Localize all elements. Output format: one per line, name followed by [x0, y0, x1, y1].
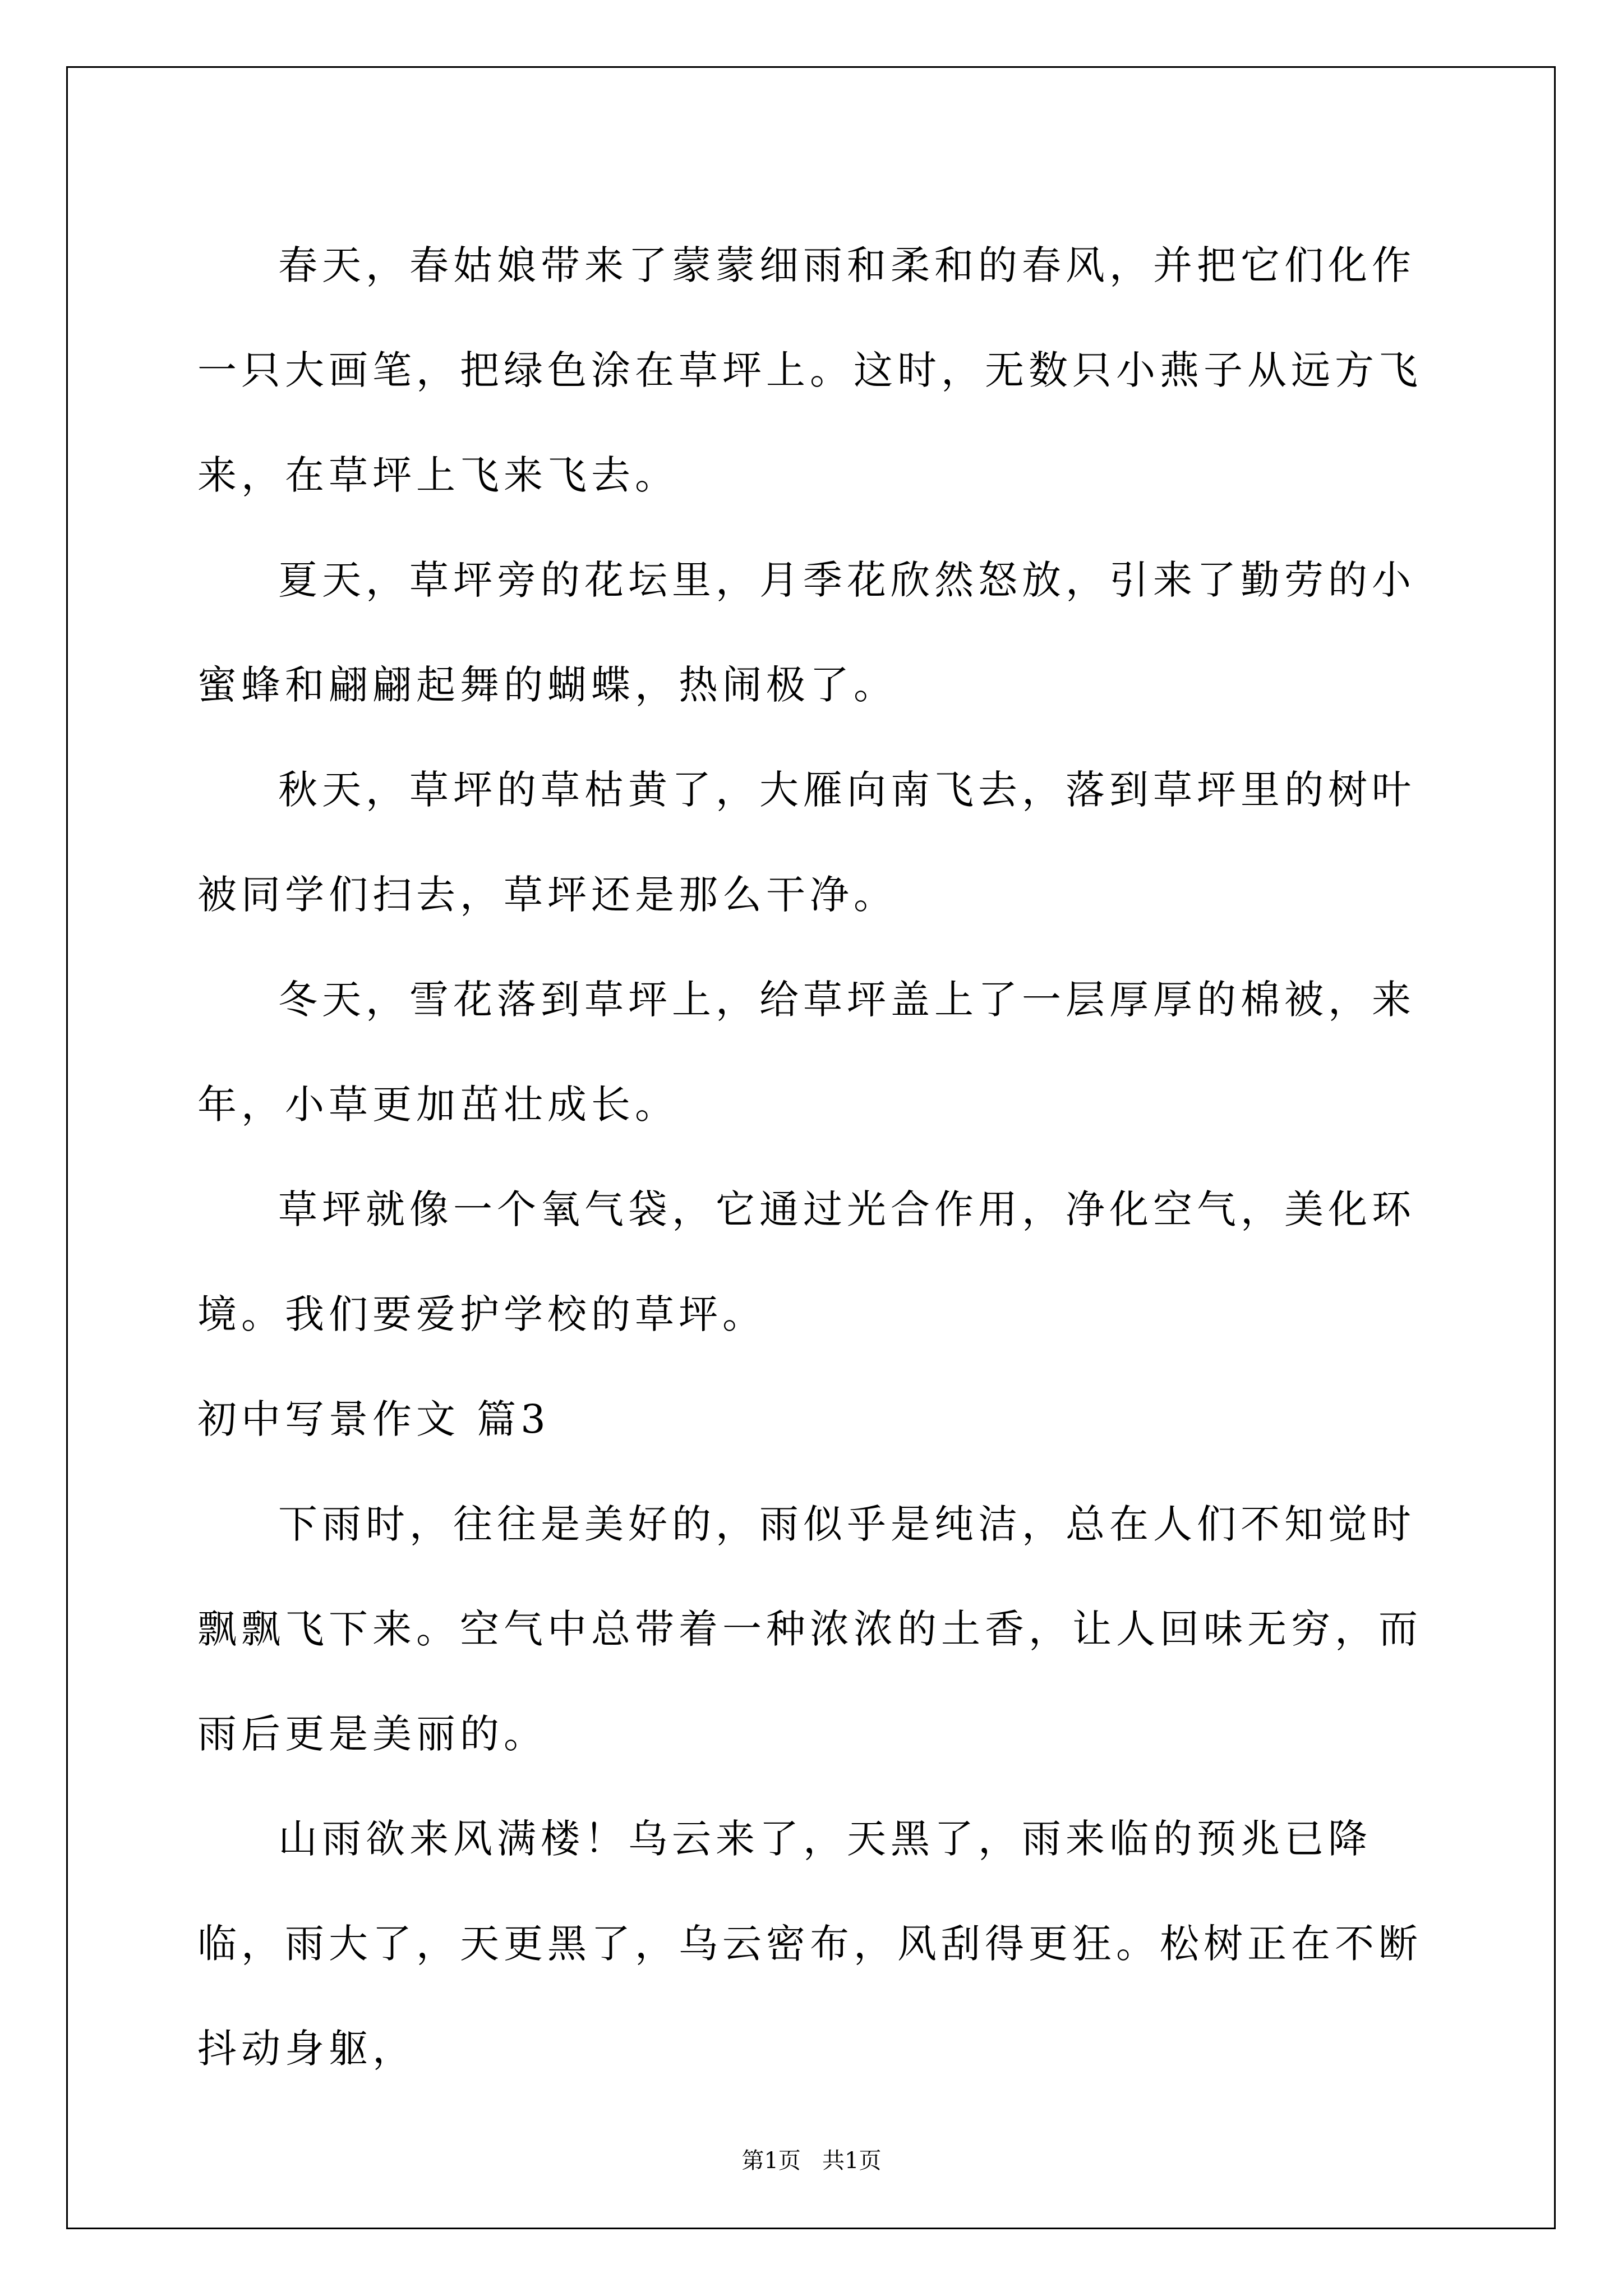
paragraph-winter: 冬天，雪花落到草坪上，给草坪盖上了一层厚厚的棉被，来年，小草更加茁壮成长。: [197, 977, 1415, 1128]
paragraph-summer: 夏天，草坪旁的花坛里，月季花欣然怒放，引来了勤劳的小蜜蜂和翩翩起舞的蝴蝶，热闹极了。: [197, 557, 1415, 708]
paragraph-spring: 春天，春姑娘带来了蒙蒙细雨和柔和的春风，并把它们化作一只大画笔，把绿色涂在草坪上。这时，无数只小燕子从远方飞来，在草坪上飞来飞去。: [197, 242, 1422, 498]
paragraph-autumn: 秋天，草坪的草枯黄了，大雁向南飞去，落到草坪里的树叶被同学们扫去，草坪还是那么干净。: [197, 767, 1415, 918]
paragraph-mountain-rain: 山雨欲来风满楼！乌云来了，天黑了，雨来临的预兆已降临，雨大了，天更黑了，乌云密布，风刮得更狂。松树正在不断抖动身躯，: [197, 1816, 1422, 2072]
document-body: [197, 213, 1431, 2101]
page-footer: 第1页 共1页: [741, 2148, 882, 2174]
paragraph-rain-intro: 下雨时，往往是美好的，雨似乎是纯洁，总在人们不知觉时飘飘飞下来。空气中总带着一种浓浓的土香，让人回味无穷，而雨后更是美丽的。: [197, 1501, 1422, 1757]
section-heading: 初中写景作文 篇3: [197, 1396, 550, 1442]
paragraph-lawn-summary: 草坪就像一个氧气袋，它通过光合作用，净化空气，美化环境。我们要爱护学校的草坪。: [197, 1186, 1415, 1337]
